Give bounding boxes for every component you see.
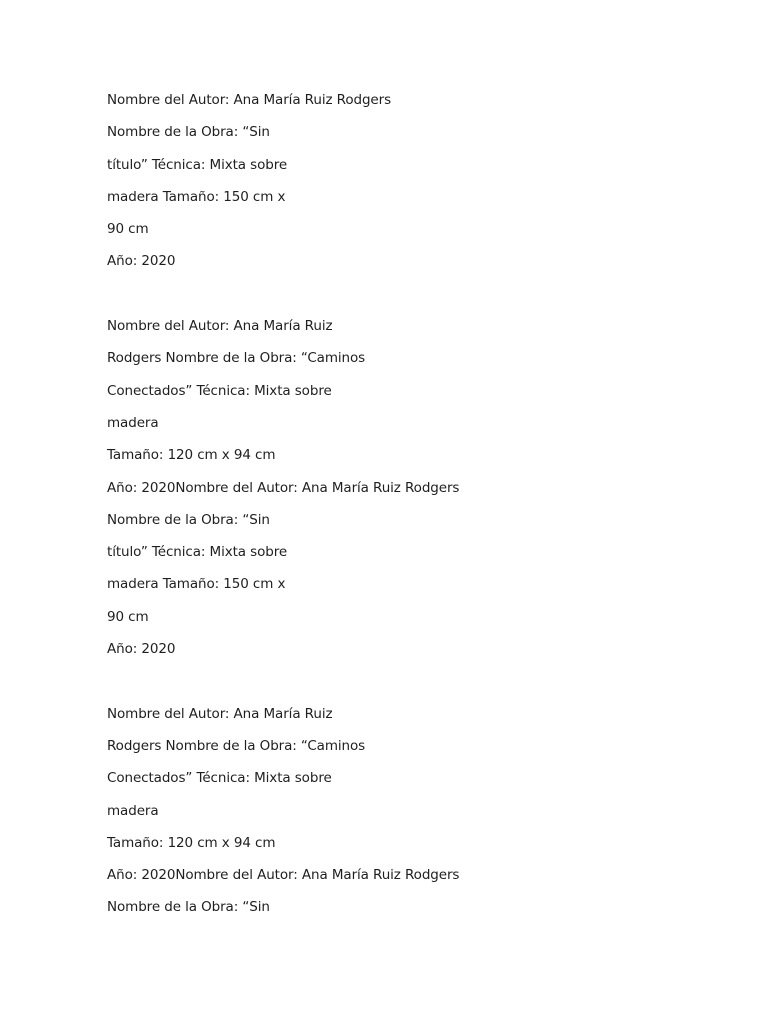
text-line: madera Tamaño: 150 cm x — [107, 576, 286, 593]
text-line: Año: 2020Nombre del Autor: Ana María Ruiz Rodgers — [107, 479, 460, 496]
text-line: madera — [107, 802, 159, 819]
text-line: 90 cm — [107, 608, 149, 625]
blank-line — [107, 282, 707, 314]
text-line: madera Tamaño: 150 cm x — [107, 188, 286, 205]
text-line: Conectados” Técnica: Mixta sobre — [107, 770, 332, 787]
text-line: Conectados” Técnica: Mixta sobre — [107, 382, 332, 399]
text-line: Año: 2020Nombre del Autor: Ana María Ruiz Rodgers — [107, 867, 460, 884]
blank-line — [107, 669, 707, 701]
text-line: Nombre de la Obra: “Sin — [107, 511, 270, 528]
text-line: Nombre del Autor: Ana María Ruiz — [107, 318, 333, 335]
text-line: Año: 2020 — [107, 641, 176, 658]
text-line: Año: 2020 — [107, 253, 176, 270]
text-line: título” Técnica: Mixta sobre — [107, 156, 288, 173]
text-line: Rodgers Nombre de la Obra: “Caminos — [107, 350, 366, 367]
text-line: Nombre de la Obra: “Sin — [107, 124, 270, 141]
text-line: título” Técnica: Mixta sobre — [107, 544, 288, 561]
document-body — [107, 88, 707, 928]
text-line: Nombre del Autor: Ana María Ruiz Rodgers — [107, 92, 392, 108]
text-line: Nombre del Autor: Ana María Ruiz — [107, 705, 333, 722]
text-line: Nombre de la Obra: “Sin — [107, 899, 270, 916]
text-line: Tamaño: 120 cm x 94 cm — [107, 447, 276, 464]
text-line: Rodgers Nombre de la Obra: “Caminos — [107, 737, 366, 754]
text-line: 90 cm — [107, 221, 149, 238]
text-line: madera — [107, 414, 159, 431]
text-line: Tamaño: 120 cm x 94 cm — [107, 834, 276, 851]
